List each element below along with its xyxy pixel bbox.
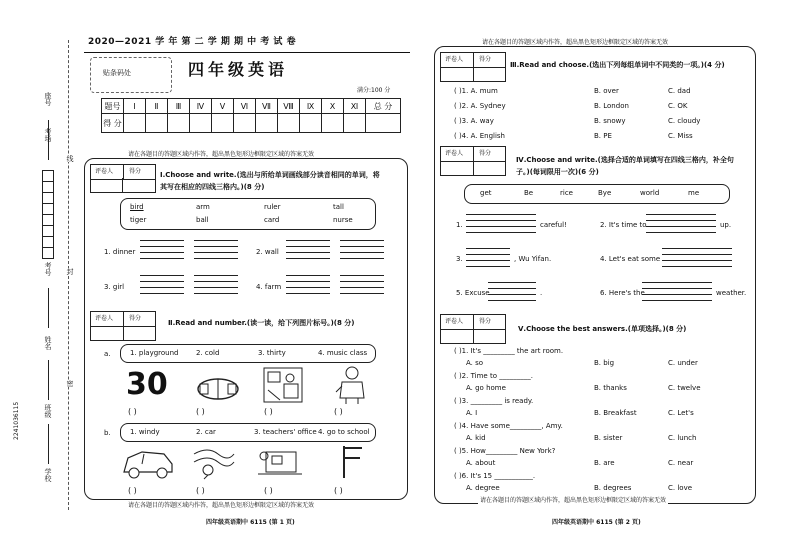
score-cell[interactable] <box>344 114 366 133</box>
music-class-picture <box>262 366 304 406</box>
score-table-col-header: Ⅴ <box>212 99 234 114</box>
sec3-row-1-n[interactable]: ( )1. A. mum <box>454 87 498 95</box>
sec4-item-4: 4. Let's eat some <box>600 255 661 263</box>
score-table-col-header: Ⅸ <box>300 99 322 114</box>
score-label: 得分 <box>129 168 142 175</box>
score-cell[interactable] <box>168 114 190 133</box>
reviewer-label: 评卷人 <box>95 315 114 322</box>
sec5-q4-stem[interactable]: ( )4. Have some_________, Amy. <box>454 422 563 430</box>
cold-person-picture <box>334 364 372 406</box>
grader-box-4 <box>440 146 506 176</box>
sec5-q1-stem[interactable]: ( )1. It's _________ the art room. <box>454 347 564 355</box>
sec1-title-2: 其写在相应的四线三格内。)(8 分) <box>160 183 265 191</box>
sec5-title: Ⅴ.Choose the best answers.(单项选择。)(8 分) <box>518 325 687 333</box>
reviewer-label: 评卷人 <box>445 150 464 157</box>
notice-top-left: 请在各题目的答题区域内作答，超出黑色矩形边框限定区域的答案无效 <box>128 151 315 158</box>
answer-paren-b3[interactable]: ( ) <box>264 486 273 495</box>
sec4-item-2: 2. It's time to <box>600 221 647 229</box>
sec5-q2-option-b: B. thanks <box>594 384 627 392</box>
score-table <box>101 98 401 133</box>
option-windy: 1. windy <box>130 428 160 436</box>
school-picture <box>338 444 368 480</box>
sec3-row-3-b: B. snowy <box>594 117 626 125</box>
exam-room-label: 考场 <box>44 128 52 142</box>
sec1-item-3: 3. girl <box>104 283 125 291</box>
score-cell[interactable] <box>366 114 401 133</box>
seal-char: 封 <box>66 268 74 275</box>
seat-label: 座号 <box>44 92 52 106</box>
binding-dashed-line <box>68 40 69 510</box>
class-label: 班级 <box>44 404 52 418</box>
sec5-q1-option-a: A. so <box>466 359 484 367</box>
word-world: world <box>640 189 660 197</box>
sec4-title-2: 子。)(每词限用一次)(6 分) <box>516 168 599 176</box>
score-table-col-header: Ⅷ <box>278 99 300 114</box>
score-table-header-label: 题号 <box>102 99 124 114</box>
grader-box-2 <box>90 311 156 341</box>
sec3-row-1-c: C. dad <box>668 87 691 95</box>
answer-paren-b2[interactable]: ( ) <box>196 486 205 495</box>
title-rule <box>84 52 410 53</box>
word-me: me <box>688 189 700 197</box>
tight-char: 密 <box>66 380 74 387</box>
sec5-q6-stem[interactable]: ( )6. It's 15 ___________. <box>454 472 536 480</box>
sec3-row-2-n[interactable]: ( )2. A. Sydney <box>454 102 506 110</box>
word-bird: bird <box>130 203 144 211</box>
word-ruler: ruler <box>264 203 281 211</box>
score-label: 得分 <box>479 318 492 325</box>
picture-thirty: 30 <box>126 367 168 402</box>
score-table-col-header: Ⅹ <box>322 99 344 114</box>
reviewer-label: 评卷人 <box>445 56 464 63</box>
sec5-q1-option-c: C. under <box>668 359 698 367</box>
answer-paren-a1[interactable]: ( ) <box>128 407 137 416</box>
sec4-item-5: 5. Excuse <box>456 289 490 297</box>
school-line <box>48 424 49 464</box>
sec3-row-4-n[interactable]: ( )4. A. English <box>454 132 505 140</box>
sec5-q4-option-c: C. lunch <box>668 434 697 442</box>
option-playground: 1. playground <box>130 349 179 357</box>
answer-paren-a2[interactable]: ( ) <box>196 407 205 416</box>
barcode-area <box>90 57 172 93</box>
teachers-office-picture <box>256 444 304 480</box>
sec3-row-2-b: B. London <box>594 102 629 110</box>
sec5-q3-option-c: C. Let's <box>668 409 694 417</box>
notice-bottom-right: 请在各题目的答题区域内作答，超出黑色矩形边框限定区域的答案无效 <box>480 497 667 504</box>
name-line <box>48 288 49 328</box>
sec1-title: Ⅰ.Choose and write.(选出与所给单词画线部分读音相同的单词，将 <box>160 171 380 179</box>
sec4-item-3-tail: , Wu Yifan. <box>514 255 552 263</box>
word-ball: ball <box>196 216 209 224</box>
score-table-col-header: Ⅶ <box>256 99 278 114</box>
option-music-class: 4. music class <box>318 349 368 357</box>
car-picture <box>120 446 176 480</box>
sec3-row-1-b: B. over <box>594 87 619 95</box>
word-nurse: nurse <box>333 216 353 224</box>
score-table-col-header: Ⅳ <box>190 99 212 114</box>
sec5-q3-option-b: B. Breakfast <box>594 409 637 417</box>
sec2-a-label: a. <box>104 350 111 358</box>
sec4-item-6-tail: weather. <box>716 289 747 297</box>
word-rice: rice <box>560 189 573 197</box>
class-line <box>48 360 49 400</box>
candidate-no-label: 考号 <box>44 262 52 276</box>
right-footer: 四年级英语期中 6115 (第 2 页) <box>552 519 641 526</box>
option-thirty: 3. thirty <box>258 349 286 357</box>
exam-title: 2020—2021 学 年 第 二 学 期 期 中 考 试 卷 <box>88 37 297 47</box>
score-label: 得分 <box>479 56 492 63</box>
sec4-item-1-tail: careful! <box>540 221 567 229</box>
score-cell[interactable] <box>212 114 234 133</box>
sec5-q2-option-c: C. twelve <box>668 384 701 392</box>
score-table-col-header: 总 分 <box>366 99 401 114</box>
line-char: 线 <box>66 155 74 162</box>
sec1-item-2: 2. wall <box>256 248 279 256</box>
reviewer-label: 评卷人 <box>95 168 114 175</box>
windy-picture <box>190 444 238 480</box>
score-cell[interactable] <box>256 114 278 133</box>
sec3-row-3-n[interactable]: ( )3. A. way <box>454 117 494 125</box>
sec5-q6-option-c: C. love <box>668 484 693 492</box>
sec2-title: Ⅱ.Read and number.(读一读，给下列图片标号。)(8 分) <box>168 319 355 327</box>
sec5-q4-option-a: A. kid <box>466 434 486 442</box>
sec5-q3-stem[interactable]: ( )3. _________ is ready. <box>454 397 534 405</box>
name-label: 姓名 <box>44 336 52 350</box>
sec3-row-4-c: C. Miss <box>668 132 693 140</box>
sec3-row-2-c: C. OK <box>668 102 688 110</box>
score-table-col-header: Ⅱ <box>146 99 168 114</box>
sec4-item-6: 6. Here's the <box>600 289 645 297</box>
option-cold: 2. cold <box>196 349 220 357</box>
word-card: card <box>264 216 280 224</box>
word-bye: Bye <box>598 189 612 197</box>
score-table-col-header: Ⅲ <box>168 99 190 114</box>
playground-picture <box>196 376 240 402</box>
score-row-label: 得 分 <box>102 114 124 133</box>
sec3-title: Ⅲ.Read and choose.(选出下列每组单词中不同类的一项。)(4 分) <box>510 61 725 69</box>
binding-code: 2241036115 <box>13 401 20 440</box>
subject-title: 四年级英语 <box>188 60 289 79</box>
score-table-col-header: Ⅵ <box>234 99 256 114</box>
sec5-q5-stem[interactable]: ( )5. How_________ New York? <box>454 447 556 455</box>
sec3-row-4-b: B. PE <box>594 132 612 140</box>
sec1-item-1: 1. dinner <box>104 248 136 256</box>
sec5-q5-option-c: C. near <box>668 459 694 467</box>
score-table-col-header: Ⅺ <box>344 99 366 114</box>
sec5-q2-option-a: A. go home <box>466 384 506 392</box>
score-table-col-header: Ⅰ <box>124 99 146 114</box>
word-tiger: tiger <box>130 216 147 224</box>
score-cell[interactable] <box>278 114 300 133</box>
score-label: 得分 <box>129 315 142 322</box>
full-score: 满分:100 分 <box>357 87 391 94</box>
sec5-q1-option-b: B. big <box>594 359 615 367</box>
sec4-item-1: 1. <box>456 221 463 229</box>
sec1-item-4: 4. farm <box>256 283 282 291</box>
notice-top-right: 请在各题目的答题区域内作答，超出黑色矩形边框限定区域的答案无效 <box>482 39 669 46</box>
sec5-q3-option-a: A. I <box>466 409 478 417</box>
left-footer: 四年级英语期中 6115 (第 1 页) <box>206 519 295 526</box>
sec4-item-3: 3. <box>456 255 463 263</box>
score-cell[interactable] <box>124 114 146 133</box>
sec5-q5-option-a: A. about <box>466 459 496 467</box>
sec2-b-label: b. <box>104 429 111 437</box>
sec5-q2-stem[interactable]: ( )2. Time to _________. <box>454 372 533 380</box>
sec5-q5-option-b: B. are <box>594 459 615 467</box>
word-be: Be <box>524 189 534 197</box>
barcode-label: 贴条码处 <box>103 69 131 77</box>
sec4-item-5-tail: . <box>540 289 543 297</box>
sec5-q4-option-b: B. sister <box>594 434 623 442</box>
answer-paren-b1[interactable]: ( ) <box>128 486 137 495</box>
sec3-row-3-c: C. cloudy <box>668 117 701 125</box>
sec5-q6-option-b: B. degrees <box>594 484 632 492</box>
sec5-q6-option-a: A. degree <box>466 484 500 492</box>
school-label: 学校 <box>44 468 52 482</box>
option-car: 2. car <box>196 428 216 436</box>
score-cell[interactable] <box>190 114 212 133</box>
answer-paren-b4[interactable]: ( ) <box>334 486 343 495</box>
answer-paren-a4[interactable]: ( ) <box>334 407 343 416</box>
word-tall: tall <box>333 203 344 211</box>
option-teachers-office: 3. teachers' office <box>254 428 317 436</box>
sec4-title: Ⅳ.Choose and write.(选择合适的单词填写在四线三格内，补全句 <box>516 156 734 164</box>
answer-paren-a3[interactable]: ( ) <box>264 407 273 416</box>
word-arm: arm <box>196 203 210 211</box>
score-label: 得分 <box>479 150 492 157</box>
grader-box-5 <box>440 314 506 344</box>
score-cell[interactable] <box>146 114 168 133</box>
sec4-item-2-tail: up. <box>720 221 732 229</box>
grader-box-3 <box>440 52 506 82</box>
word-get: get <box>480 189 492 197</box>
option-go-to-school: 4. go to school <box>318 428 370 436</box>
score-cell[interactable] <box>234 114 256 133</box>
reviewer-label: 评卷人 <box>445 318 464 325</box>
notice-bottom-left: 请在各题目的答题区域内作答，超出黑色矩形边框限定区域的答案无效 <box>128 502 315 509</box>
score-cell[interactable] <box>322 114 344 133</box>
score-cell[interactable] <box>300 114 322 133</box>
